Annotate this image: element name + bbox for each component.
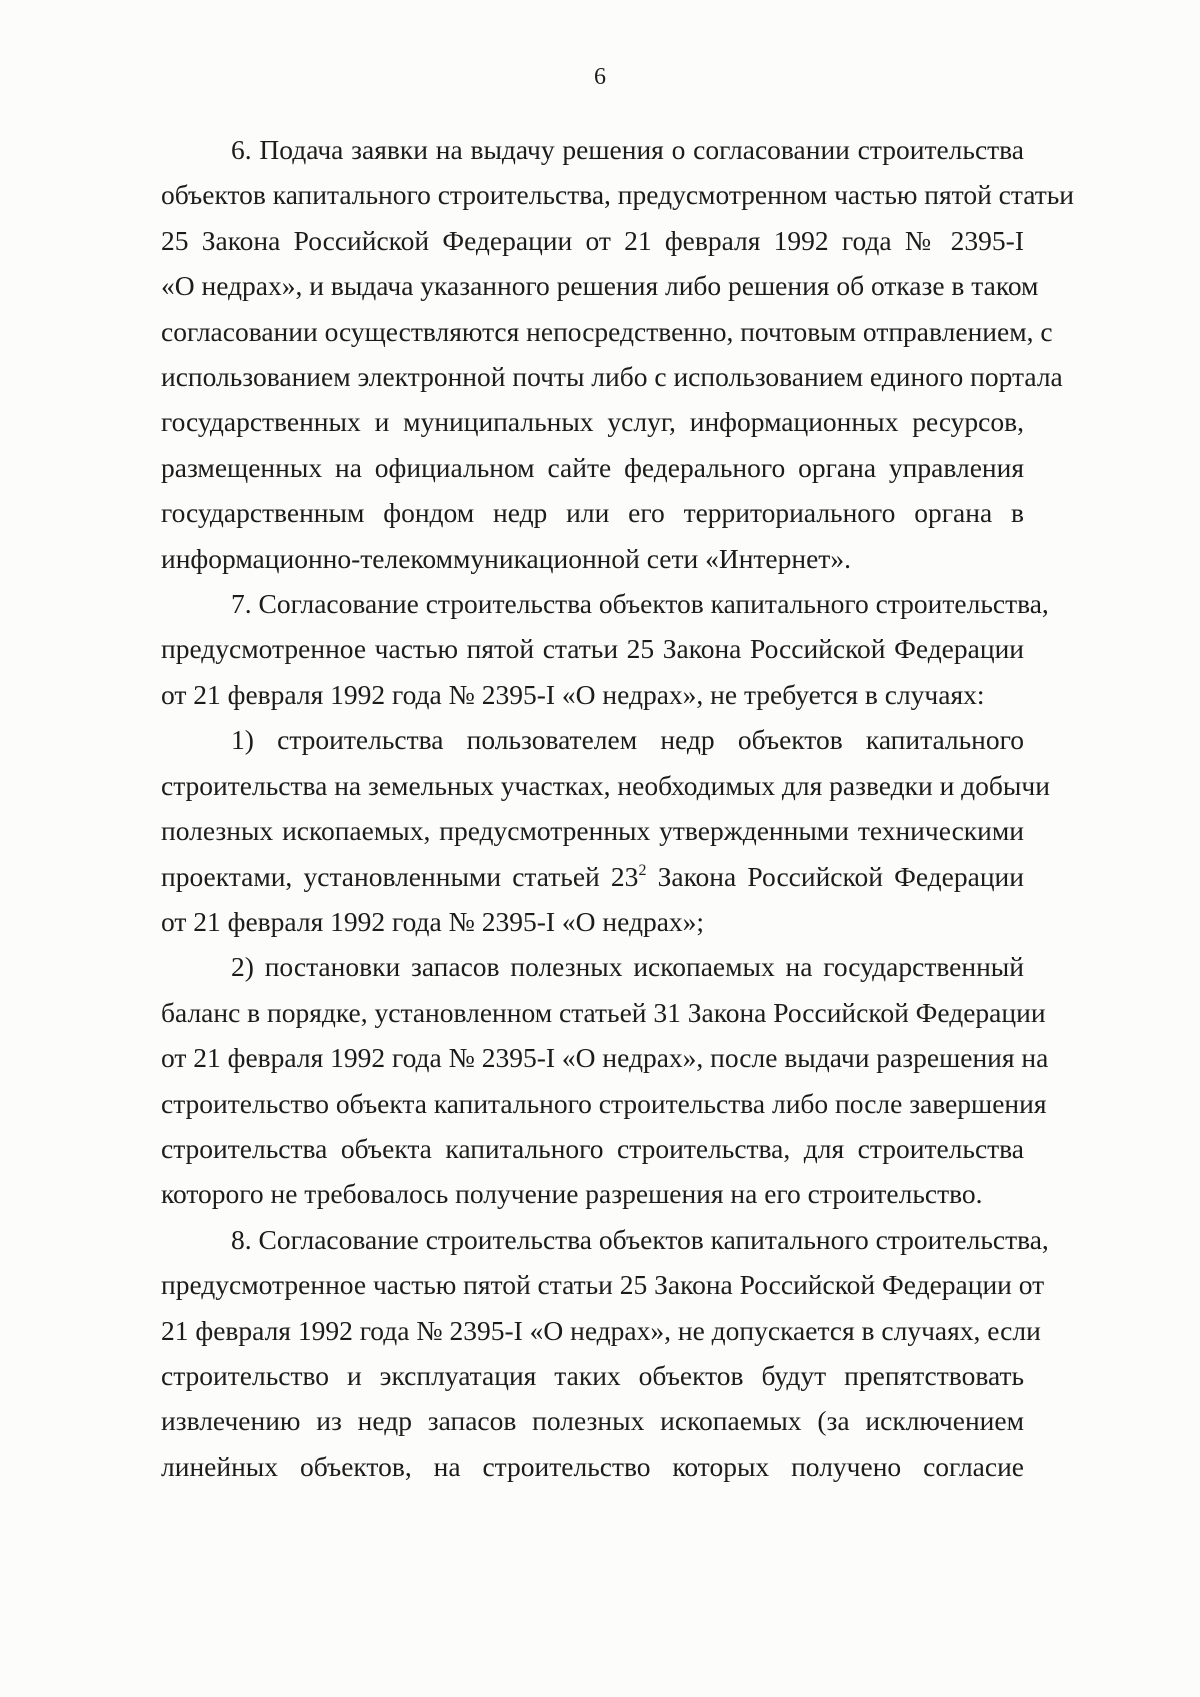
text-line-with-superscript	[161, 854, 1024, 899]
text-line: строительство объекта капитального строительства либо после завершения	[161, 1087, 1047, 1119]
text-fragment: Закона Российской Федерации	[646, 860, 1024, 892]
text-line: использованием электронной почты либо с использованием единого портала	[161, 361, 1063, 393]
text-line: 2) постановки запасов полезных ископаемых на государственный	[231, 951, 1024, 983]
text-line: размещенных на официальном сайте федерального органа управления	[161, 451, 1024, 483]
page-number: 6	[594, 64, 606, 90]
list-item-1	[161, 717, 1050, 944]
text-line: 8. Согласование строительства объектов капитального строительства,	[231, 1223, 1049, 1255]
article-superscript: 2	[638, 861, 647, 879]
text-line: строительства объекта капитального строительства, для строительства	[161, 1132, 1024, 1164]
text-line: полезных ископаемых, предусмотренных утвержденными техническими	[161, 815, 1024, 847]
paragraph-7	[161, 581, 1049, 717]
text-line: 1) строительства пользователем недр объектов капитального	[231, 724, 1024, 756]
text-line: предусмотренное частью пятой статьи 25 Закона Российской Федерации	[161, 633, 1024, 665]
paragraph-6	[161, 127, 1074, 581]
text-line: 6. Подача заявки на выдачу решения о согласовании строительства	[231, 134, 1024, 165]
text-line: строительства на земельных участках, необходимых для разведки и добычи	[161, 769, 1050, 801]
text-line: 7. Согласование строительства объектов капитального строительства,	[231, 588, 1049, 620]
text-line: предусмотренное частью пятой статьи 25 Закона Российской Федерации от	[161, 1269, 1045, 1301]
text-line: линейных объектов, на строительство которых получено согласие	[161, 1450, 1024, 1482]
text-line: объектов капитального строительства, предусмотренном частью пятой статьи	[161, 179, 1074, 211]
list-item-2	[161, 944, 1049, 1216]
text-line: «О недрах», и выдача указанного решения либо решения об отказе в таком	[161, 270, 1039, 302]
text-fragment: проектами, установленными статьей 23	[161, 860, 639, 892]
paragraph-8	[161, 1217, 1049, 1489]
text-line: государственным фондом недр или его территориального органа в	[161, 497, 1024, 529]
text-line: строительство и эксплуатация таких объектов будут препятствовать	[161, 1359, 1024, 1391]
text-line: извлечению из недр запасов полезных ископаемых (за исключением	[161, 1405, 1024, 1437]
text-line: которого не требовалось получение разрешения на его строительство.	[161, 1178, 983, 1210]
text-line: баланс в порядке, установленном статьей 31 Закона Российской Федерации	[161, 996, 1046, 1028]
text-line: от 21 февраля 1992 года № 2395-I «О недрах», после выдачи разрешения на	[161, 1042, 1049, 1074]
document-body	[161, 127, 1074, 1489]
text-line: государственных и муниципальных услуг, информационных ресурсов,	[161, 406, 1024, 438]
text-line: информационно-телекоммуникационной сети «Интернет».	[161, 542, 851, 574]
text-line: 21 февраля 1992 года № 2395-I «О недрах», не допускается в случаях, если	[161, 1314, 1041, 1346]
text-line: от 21 февраля 1992 года № 2395-I «О недрах», не требуется в случаях:	[161, 678, 985, 710]
text-line: от 21 февраля 1992 года № 2395-I «О недрах»;	[161, 905, 705, 937]
text-line: 25 Закона Российской Федерации от 21 февраля 1992 года № 2395-I	[161, 224, 1024, 256]
text-line: согласовании осуществляются непосредственно, почтовым отправлением, с	[161, 315, 1053, 347]
